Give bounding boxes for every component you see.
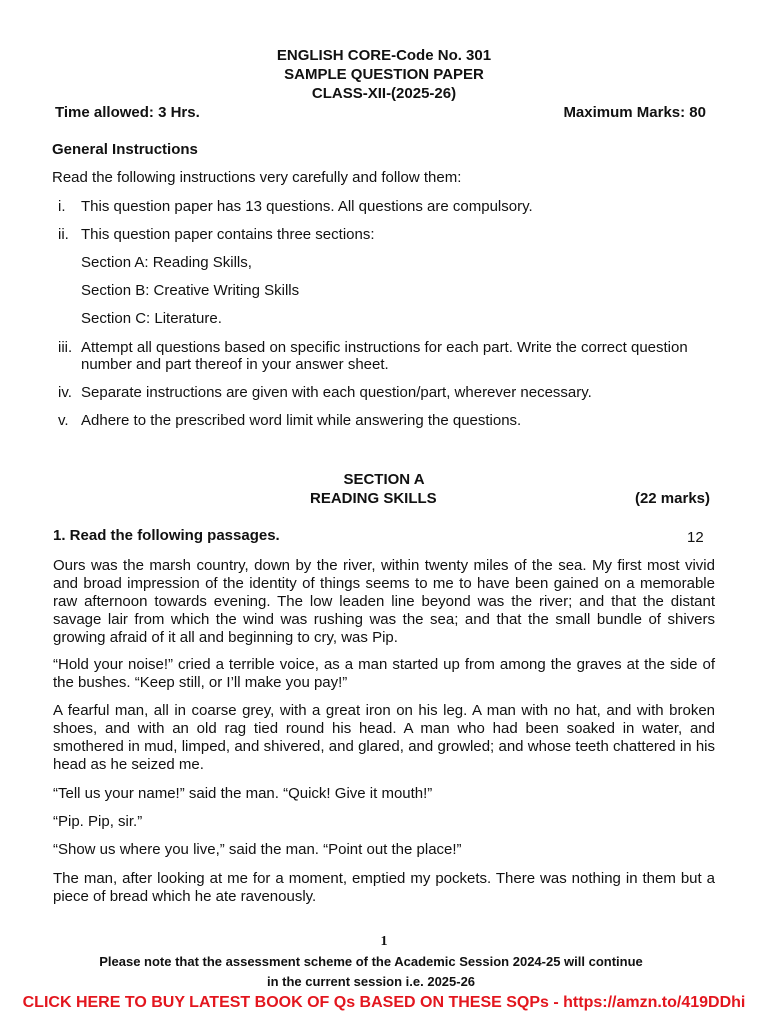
- instruction-text: This question paper contains three sections:: [81, 226, 375, 243]
- section-a-subheading: READING SKILLS: [310, 490, 437, 507]
- instruction-number: iii.: [58, 339, 73, 356]
- instruction-text: Attempt all questions based on specific instructions for each part. Write the correct question number and part thereof in your answer sheet.: [81, 339, 688, 373]
- section-list-item: Section C: Literature.: [81, 310, 222, 327]
- paper-subtitle: SAMPLE QUESTION PAPER: [284, 66, 484, 83]
- question-1-marks: 12: [687, 529, 704, 546]
- instruction-text: This question paper has 13 questions. All questions are compulsory.: [81, 198, 533, 215]
- section-list-item: Section B: Creative Writing Skills: [81, 282, 300, 299]
- passage-paragraph: “Show us where you live,” said the man. “Point out the place!”: [53, 841, 462, 858]
- instruction-text: Separate instructions are given with each question/part, wherever necessary.: [81, 384, 592, 401]
- time-allowed: Time allowed: 3 Hrs.: [55, 104, 200, 121]
- assessment-note: [0, 952, 742, 992]
- paper-title: ENGLISH CORE-Code No. 301: [276, 47, 492, 64]
- passage-paragraph: Ours was the marsh country, down by the river, within twenty miles of the sea. My first most vivid and broad impression of the identity of things seems to me to have been gained on a memorable raw afternoon towards evening. The low leaden line beyond was the river; and that the distant savage lair from which the wind was rushing was the sea; and that the small bundle of shivers growing afraid of it all and beginning to cry, was Pip.: [53, 557, 715, 646]
- question-1-prompt: 1. Read the following passages.: [53, 527, 280, 544]
- maximum-marks: Maximum Marks: 80: [563, 104, 706, 121]
- passage-paragraph: “Tell us your name!” said the man. “Quick! Give it mouth!”: [53, 785, 433, 802]
- paper-class: CLASS-XII-(2025-26): [311, 85, 457, 102]
- buy-book-link[interactable]: CLICK HERE TO BUY LATEST BOOK OF Qs BASED ON THESE SQPs - https://amzn.to/419DDhi: [22, 994, 746, 1011]
- passage-paragraph: “Hold your noise!” cried a terrible voice, as a man started up from among the graves at the side of the bushes. “Keep still, or I’ll make you pay!”: [53, 656, 715, 691]
- instruction-number: ii.: [58, 226, 69, 243]
- passage-paragraph: The man, after looking at me for a moment, emptied my pockets. There was nothing in them but a piece of bread which he ate ravenously.: [53, 870, 715, 905]
- section-a-heading: SECTION A: [343, 471, 425, 488]
- assessment-note-line: in the current session i.e. 2025-26: [266, 974, 476, 989]
- section-a-marks: (22 marks): [634, 490, 710, 507]
- instructions-intro: Read the following instructions very carefully and follow them:: [52, 169, 462, 186]
- instruction-number: iv.: [58, 384, 72, 401]
- instruction-text: Adhere to the prescribed word limit while answering the questions.: [81, 412, 522, 429]
- assessment-note-line: Please note that the assessment scheme of the Academic Session 2024-25 will continue: [99, 954, 643, 969]
- passage-paragraph: “Pip. Pip, sir.”: [53, 813, 143, 830]
- passage-paragraph: A fearful man, all in coarse grey, with a great iron on his leg. A man with no hat, and with broken shoes, and with an old rag tied round his head. A man who had been soaked in water, and smothered in mud, limped, and shivered, and glared, and growled; and whose teeth chattered in his head as he seized me.: [53, 702, 715, 773]
- section-list-item: Section A: Reading Skills,: [81, 254, 252, 271]
- general-instructions-heading: General Instructions: [52, 141, 198, 158]
- page-number: 1: [380, 934, 388, 949]
- instruction-number: i.: [58, 198, 66, 215]
- instruction-number: v.: [58, 412, 69, 429]
